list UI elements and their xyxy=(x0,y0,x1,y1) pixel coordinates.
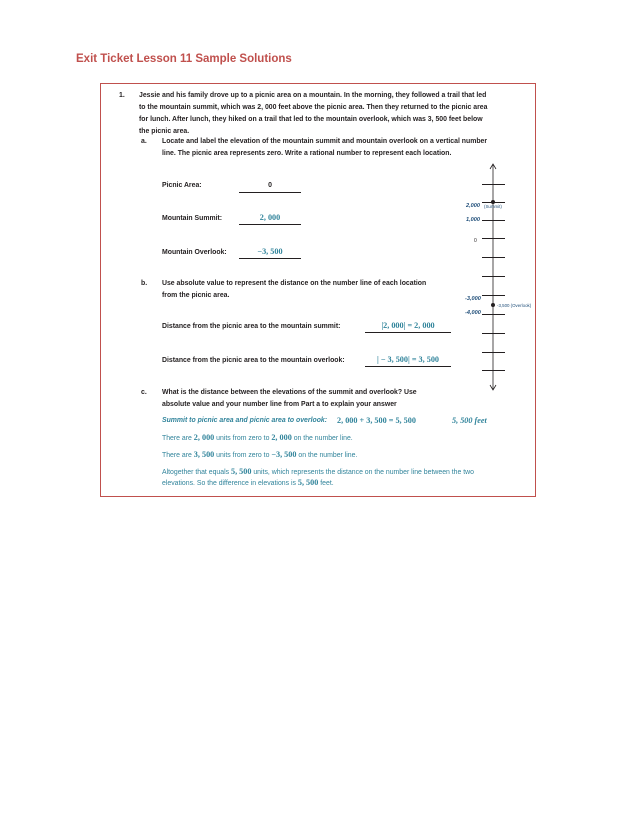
number-line-axis xyxy=(480,160,510,395)
math-run: 2, 000 xyxy=(193,433,215,442)
label-1000: 1,000 xyxy=(466,217,480,223)
overlook-label: Mountain Overlook: xyxy=(162,249,227,256)
explanation-line-2 xyxy=(162,449,357,462)
text-run: units from zero to xyxy=(214,435,272,442)
tick xyxy=(482,295,505,296)
summit-value: 2, 000 xyxy=(239,212,301,225)
answer-lead: Summit to picnic area and picnic area to overlook: xyxy=(162,417,328,424)
tick xyxy=(482,352,505,353)
distance-summit-label: Distance from the picnic area to the mountain summit: xyxy=(162,323,341,330)
label-overlook: -3,500 (Overlook) xyxy=(497,303,532,308)
problem-number: 1. xyxy=(119,92,125,99)
part-a-line-2: line. The picnic area represents zero. Write a rational number to represent each location. xyxy=(162,150,452,157)
distance-overlook-label: Distance from the picnic area to the mountain overlook: xyxy=(162,357,345,364)
distance-summit-value: |2, 000| = 2, 000 xyxy=(365,320,451,333)
text-run: There are xyxy=(162,452,194,459)
picnic-label: Picnic Area: xyxy=(162,182,202,189)
problem-line-2: to the mountain summit, which was 2, 000 feet above the picnic area. Then they returned to the picnic area xyxy=(139,104,488,111)
math-run: 5, 500 xyxy=(297,478,319,487)
label-2000: 2,000 xyxy=(466,203,480,209)
text-run: There are xyxy=(162,435,194,442)
math-run: 2, 000 xyxy=(271,433,292,442)
explanation-line-4 xyxy=(162,477,334,490)
label-zero: 0 xyxy=(474,238,477,244)
answer-expression: 2, 000 + 3, 500 = 5, 500 xyxy=(337,416,416,425)
text-run: Altogether that equals xyxy=(162,469,231,476)
label-summit: (Summit) xyxy=(484,204,502,209)
part-b-line-2: from the picnic area. xyxy=(162,292,230,299)
tick xyxy=(482,276,505,277)
summit-label: Mountain Summit: xyxy=(162,215,223,222)
problem-text xyxy=(139,90,529,138)
tick xyxy=(482,184,505,185)
tick xyxy=(482,333,505,334)
problem-line-3: for lunch. After lunch, they hiked on a trail that led to the mountain overlook, which was 3, 500 feet below xyxy=(139,116,483,123)
math-run: 3, 500 xyxy=(193,450,215,459)
tick xyxy=(482,257,505,258)
part-c-line-2: absolute value and your number line from Part a to explain your answer xyxy=(162,401,397,408)
part-a-letter: a. xyxy=(141,138,147,145)
answer-result: 5, 500 feet xyxy=(452,416,487,425)
overlook-value: −3, 500 xyxy=(239,246,301,259)
part-b-letter: b. xyxy=(141,280,148,287)
part-c-line-1: What is the distance between the elevations of the summit and overlook? Use xyxy=(162,389,417,396)
picnic-value: 0 xyxy=(239,180,301,193)
problem-line-1: Jessie and his family drove up to a picnic area on a mountain. In the morning, they followed a trail that led xyxy=(139,92,487,99)
text-run: units, which represents the distance on the number line between the two xyxy=(251,469,474,476)
part-b-text xyxy=(162,278,462,302)
text-run: units from zero to xyxy=(214,452,272,459)
part-c-letter: c. xyxy=(141,389,147,396)
explanation-line-1 xyxy=(162,432,353,445)
text-run: elevations. So the difference in elevations is xyxy=(162,480,298,487)
part-b-line-1: Use absolute value to represent the distance on the number line of each location xyxy=(162,280,427,287)
distance-overlook-value: | − 3, 500| = 3, 500 xyxy=(365,354,451,367)
text-run: feet. xyxy=(318,480,334,487)
overlook-point xyxy=(491,303,495,307)
part-c-text xyxy=(162,387,462,411)
problem-line-4: the picnic area. xyxy=(139,128,190,135)
math-run: 5, 500 xyxy=(230,467,252,476)
tick xyxy=(482,314,505,315)
label-minus-4000: -4,000 xyxy=(465,310,481,316)
part-a-text xyxy=(162,136,532,160)
tick xyxy=(482,238,505,239)
part-a-line-1: Locate and label the elevation of the mountain summit and mountain overlook on a vertical number xyxy=(162,138,488,145)
label-minus-3000: -3,000 xyxy=(465,296,481,302)
page-title: Exit Ticket Lesson 11 Sample Solutions xyxy=(76,53,292,65)
tick xyxy=(482,370,505,371)
tick xyxy=(482,220,505,221)
text-run: on the number line. xyxy=(291,435,353,442)
math-run: −3, 500 xyxy=(271,450,297,459)
text-run: on the number line. xyxy=(296,452,358,459)
